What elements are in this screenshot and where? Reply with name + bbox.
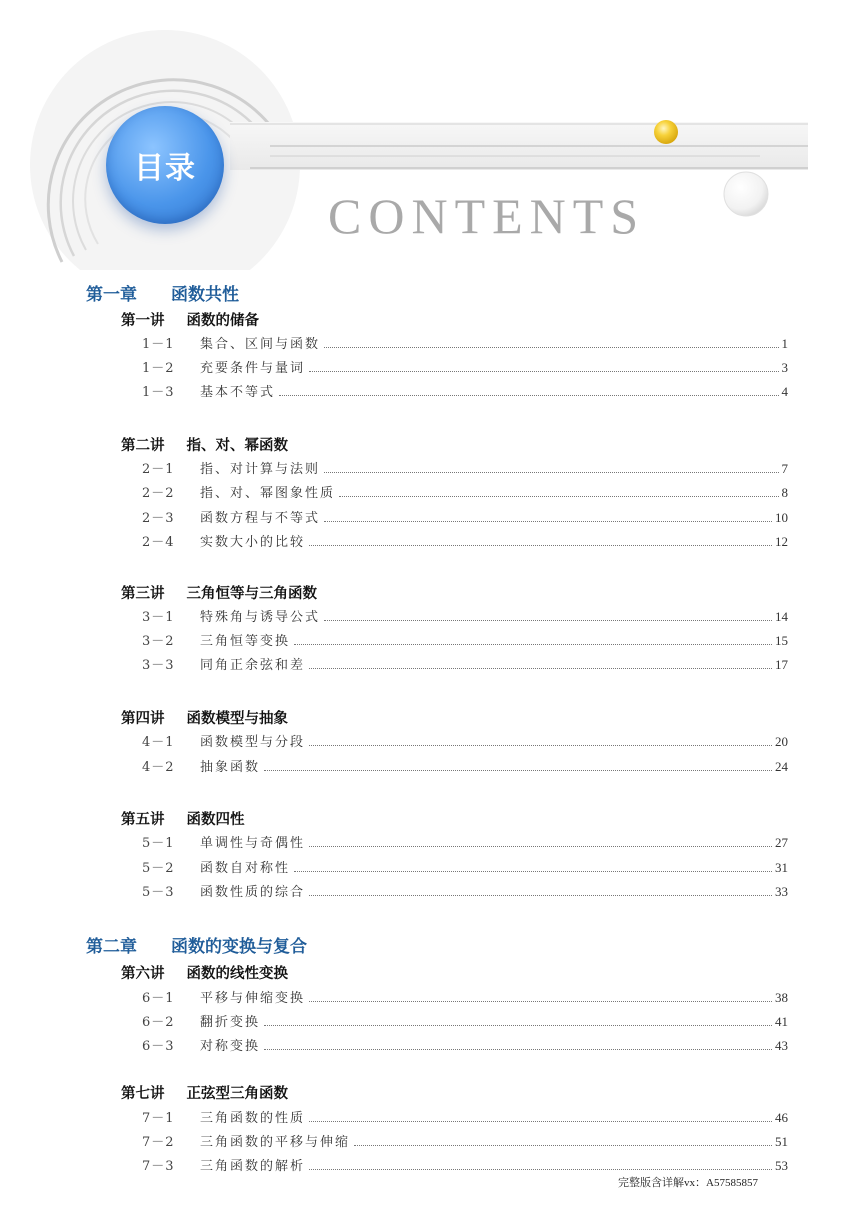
chapter-1-heading[interactable] (86, 280, 239, 305)
entry-page: 43 (775, 1038, 788, 1053)
entry-page: 12 (775, 534, 788, 549)
lecture-1-heading[interactable] (121, 309, 259, 330)
lecture-label: 第一讲 (121, 312, 165, 329)
lecture-3-heading[interactable] (121, 582, 317, 603)
chapter-title: 函数的变换与复合 (171, 937, 307, 957)
toc-entry-3-2[interactable] (142, 629, 788, 649)
entry-title: 单调性与奇偶性 (200, 836, 306, 851)
entry-title: 抽象函数 (200, 760, 261, 775)
entry-page: 14 (775, 609, 788, 624)
lecture-label: 第二讲 (121, 437, 165, 454)
entry-title: 函数方程与不等式 (200, 511, 321, 526)
toc-entry-4-2[interactable] (142, 755, 788, 775)
toc-entry-3-1[interactable] (142, 605, 788, 625)
entry-page: 53 (775, 1158, 788, 1173)
toc-badge-label: 目录 (134, 151, 196, 186)
entry-page: 3 (781, 360, 788, 375)
entry-title: 指、对计算与法则 (200, 462, 321, 477)
entry-number: 5－2 (142, 861, 175, 876)
entry-number: 7－1 (142, 1111, 175, 1126)
entry-title: 平移与伸缩变换 (200, 991, 306, 1006)
dot-leader (294, 871, 772, 872)
entry-title: 对称变换 (200, 1039, 261, 1054)
dot-leader (279, 395, 778, 396)
dot-leader (309, 371, 778, 372)
entry-page: 15 (775, 633, 788, 648)
entry-number: 7－2 (142, 1135, 175, 1150)
toc-entry-2-2[interactable] (142, 481, 788, 501)
dot-leader (309, 846, 772, 847)
entry-number: 7－3 (142, 1159, 175, 1174)
entry-page: 10 (775, 510, 788, 525)
entry-page: 27 (775, 835, 788, 850)
toc-entry-5-2[interactable] (142, 856, 788, 876)
dot-leader (339, 496, 778, 497)
toc-entry-7-2[interactable] (142, 1130, 788, 1150)
entry-number: 2－3 (142, 511, 175, 526)
lecture-4-heading[interactable] (121, 707, 288, 728)
dot-leader (264, 1049, 772, 1050)
entry-title: 三角函数的平移与伸缩 (200, 1135, 351, 1150)
entry-title: 函数自对称性 (200, 861, 291, 876)
entry-page: 51 (775, 1134, 788, 1149)
entry-title: 三角函数的解析 (200, 1159, 306, 1174)
dot-leader (264, 1025, 772, 1026)
dot-leader (309, 668, 772, 669)
entry-page: 46 (775, 1110, 788, 1125)
dot-leader (354, 1145, 772, 1146)
entry-number: 1－3 (142, 385, 175, 400)
toc-entry-2-3[interactable] (142, 506, 788, 526)
lecture-title: 三角恒等与三角函数 (186, 585, 317, 602)
entry-number: 2－4 (142, 535, 175, 550)
entry-number: 3－3 (142, 658, 175, 673)
lecture-title: 函数四性 (186, 811, 245, 828)
entry-title: 集合、区间与函数 (200, 337, 321, 352)
dot-leader (309, 745, 772, 746)
dot-leader (294, 644, 772, 645)
lecture-title: 函数的储备 (186, 312, 259, 329)
entry-title: 充要条件与量词 (200, 361, 306, 376)
lecture-2-heading[interactable] (121, 434, 288, 455)
dot-leader (324, 472, 778, 473)
footer-note: 完整版含详解vx：A57585857 (618, 1177, 758, 1189)
entry-number: 4－1 (142, 735, 175, 750)
lecture-label: 第三讲 (121, 585, 165, 602)
chapter-label: 第二章 (86, 937, 137, 957)
entry-title: 函数性质的综合 (200, 885, 306, 900)
toc-entry-2-1[interactable] (142, 457, 788, 477)
entry-page: 17 (775, 657, 788, 672)
toc-entry-4-1[interactable] (142, 730, 788, 750)
dot-leader (324, 620, 772, 621)
entry-page: 38 (775, 990, 788, 1005)
entry-title: 特殊角与诱导公式 (200, 610, 321, 625)
dot-leader (309, 1121, 772, 1122)
lecture-label: 第五讲 (121, 811, 165, 828)
lecture-title: 指、对、幂函数 (186, 437, 288, 454)
toc-entry-6-2[interactable] (142, 1010, 788, 1030)
toc-badge (106, 106, 224, 224)
entry-number: 1－2 (142, 361, 175, 376)
entry-number: 6－1 (142, 991, 175, 1006)
entry-page: 1 (781, 336, 788, 351)
toc-entry-1-2[interactable] (142, 356, 788, 376)
dot-leader (324, 347, 778, 348)
entry-title: 同角正余弦和差 (200, 658, 306, 673)
chapter-label: 第一章 (86, 285, 137, 305)
dot-leader (309, 545, 772, 546)
entry-page: 33 (775, 884, 788, 899)
toc-entry-7-3[interactable] (142, 1154, 788, 1174)
entry-title: 三角函数的性质 (200, 1111, 306, 1126)
toc-entry-5-3[interactable] (142, 880, 788, 900)
lecture-6-heading[interactable] (121, 962, 288, 983)
lecture-5-heading[interactable] (121, 808, 245, 829)
lecture-7-heading[interactable] (121, 1082, 288, 1103)
dot-leader (309, 1001, 772, 1002)
lecture-title: 正弦型三角函数 (186, 1085, 288, 1102)
entry-page: 24 (775, 759, 788, 774)
chapter-title: 函数共性 (171, 285, 239, 305)
lecture-label: 第七讲 (121, 1085, 165, 1102)
toc-entry-6-1[interactable] (142, 986, 788, 1006)
entry-title: 基本不等式 (200, 385, 276, 400)
entry-title: 实数大小的比较 (200, 535, 306, 550)
entry-page: 31 (775, 860, 788, 875)
entry-number: 2－1 (142, 462, 175, 477)
entry-page: 7 (781, 461, 788, 476)
dot-leader (324, 521, 772, 522)
entry-number: 2－2 (142, 486, 175, 501)
entry-number: 5－1 (142, 836, 175, 851)
toc-entry-6-3[interactable] (142, 1034, 788, 1054)
entry-page: 20 (775, 734, 788, 749)
entry-number: 3－1 (142, 610, 175, 625)
entry-page: 41 (775, 1014, 788, 1029)
entry-number: 5－3 (142, 885, 175, 900)
lecture-title: 函数的线性变换 (186, 965, 288, 982)
dot-leader (264, 770, 772, 771)
entry-page: 8 (781, 485, 788, 500)
toc-entry-1-1[interactable] (142, 332, 788, 352)
toc-entry-1-3[interactable] (142, 380, 788, 400)
toc-entry-5-1[interactable] (142, 831, 788, 851)
dot-leader (309, 1169, 772, 1170)
entry-title: 函数模型与分段 (200, 735, 306, 750)
entry-number: 3－2 (142, 634, 175, 649)
toc-entry-3-3[interactable] (142, 653, 788, 673)
toc-entry-7-1[interactable] (142, 1106, 788, 1126)
lecture-label: 第四讲 (121, 710, 165, 727)
entry-title: 三角恒等变换 (200, 634, 291, 649)
entry-number: 6－3 (142, 1039, 175, 1054)
entry-number: 6－2 (142, 1015, 175, 1030)
entry-number: 1－1 (142, 337, 175, 352)
entry-page: 4 (781, 384, 788, 399)
dot-leader (309, 895, 772, 896)
entry-title: 指、对、幂图象性质 (200, 486, 336, 501)
chapter-2-heading[interactable] (86, 932, 307, 957)
lecture-label: 第六讲 (121, 965, 165, 982)
toc-entry-2-4[interactable] (142, 530, 788, 550)
contents-heading: CONTENTS (328, 188, 646, 244)
entry-title: 翻折变换 (200, 1015, 261, 1030)
entry-number: 4－2 (142, 760, 175, 775)
lecture-title: 函数模型与抽象 (186, 710, 288, 727)
